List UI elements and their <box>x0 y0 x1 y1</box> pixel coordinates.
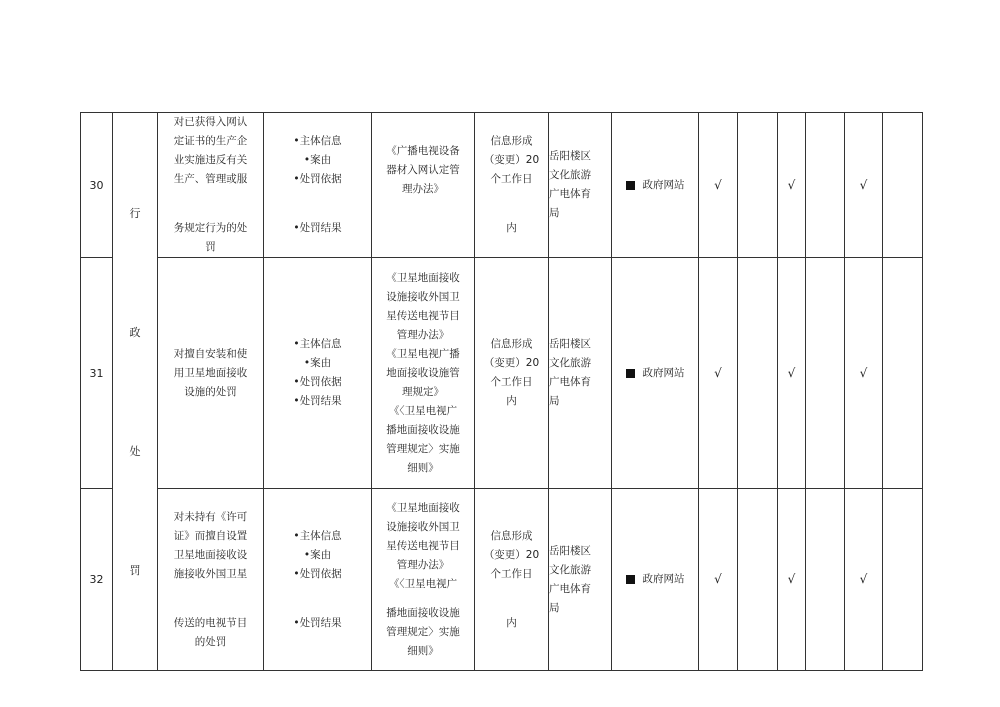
matter-line: 生产、管理或服 <box>173 173 248 185</box>
dept-cell <box>549 489 612 671</box>
timeline-line: （变更）20 <box>483 357 540 369</box>
dept-line: 岳阳楼区 <box>549 338 591 350</box>
check-cell: √ <box>778 258 806 489</box>
check-cell: √ <box>778 113 806 258</box>
content-item: •主体信息 <box>293 135 342 147</box>
content-cell <box>264 258 372 489</box>
matter-line: 施接收外国卫星 <box>173 567 248 580</box>
matter-line: 罚 <box>205 241 216 253</box>
check-cell <box>806 258 845 489</box>
basis-line: 《广播电视设备 <box>386 144 460 157</box>
timeline-line: 内 <box>506 222 517 234</box>
check-cell: √ <box>845 113 883 258</box>
basis-line: 管理规定〉实施 <box>386 442 460 455</box>
basis-line: 理规定》 <box>402 385 444 398</box>
content-item: •处罚依据 <box>293 376 342 388</box>
row-number: 30 <box>81 113 113 258</box>
channel-label: 政府网站 <box>642 573 685 585</box>
content-item: •案由 <box>303 154 332 166</box>
basis-line: 管理办法》 <box>396 558 450 571</box>
check-cell <box>806 113 845 258</box>
basis-line: 《卫星地面接收 <box>386 271 460 284</box>
basis-line: 管理办法》 <box>396 328 450 341</box>
check-cell: √ <box>845 489 883 671</box>
basis-line: 器材入网认定管 <box>386 163 460 176</box>
timeline-line: 个工作日 <box>490 376 533 388</box>
matter-line: 卫星地面接收设 <box>173 548 248 561</box>
timeline-line: 个工作日 <box>490 567 533 580</box>
square-bullet-icon <box>626 181 635 190</box>
matter-line: 设施的处罚 <box>184 385 237 398</box>
timeline-line: 内 <box>506 616 517 629</box>
basis-line: 细则》 <box>407 461 439 474</box>
category-char: 罚 <box>129 563 141 577</box>
category-char: 行 <box>129 206 141 220</box>
basis-cell <box>372 258 475 489</box>
matter-cell <box>158 258 264 489</box>
timeline-line: （变更）20 <box>483 548 540 561</box>
channel-cell <box>612 258 699 489</box>
basis-line: 《卫星电视广播 <box>386 347 460 360</box>
dept-line: 广电体育 <box>549 582 591 595</box>
check-cell: √ <box>699 258 738 489</box>
content-cell <box>264 113 372 258</box>
matter-line: 对已获得入网认 <box>173 116 248 128</box>
content-item: •案由 <box>303 357 332 369</box>
basis-line: 理办法》 <box>402 182 444 195</box>
timeline-cell <box>475 489 549 671</box>
content-item: •案由 <box>303 548 332 561</box>
dept-line: 广电体育 <box>549 188 591 200</box>
timeline-line: 信息形成 <box>490 135 533 147</box>
basis-cell <box>372 489 475 671</box>
basis-line: 星传送电视节目 <box>386 539 460 552</box>
square-bullet-icon <box>626 575 635 584</box>
disclosure-table <box>80 112 923 671</box>
check-cell <box>738 113 778 258</box>
content-item: •处罚结果 <box>293 616 342 629</box>
dept-cell <box>549 258 612 489</box>
category-cell <box>113 113 158 671</box>
matter-line: 证》而擅自设置 <box>173 529 248 542</box>
basis-line: 设施接收外国卫 <box>386 290 460 303</box>
timeline-cell <box>475 113 549 258</box>
check-cell <box>883 489 923 671</box>
basis-line: 设施接收外国卫 <box>386 520 460 533</box>
check-cell: √ <box>699 113 738 258</box>
check-cell: √ <box>778 489 806 671</box>
basis-line: 播地面接收设施 <box>386 606 460 619</box>
matter-line: 用卫星地面接收 <box>173 366 248 379</box>
table-row <box>81 113 923 258</box>
content-item: •主体信息 <box>293 529 342 542</box>
matter-cell <box>158 113 264 258</box>
dept-line: 文化旅游 <box>549 169 591 181</box>
matter-line: 业实施违反有关 <box>173 154 248 166</box>
channel-cell <box>612 489 699 671</box>
matter-cell <box>158 489 264 671</box>
dept-line: 文化旅游 <box>549 357 591 369</box>
channel-cell <box>612 113 699 258</box>
category-char: 政 <box>129 325 141 339</box>
check-cell: √ <box>699 489 738 671</box>
row-number: 31 <box>81 258 113 489</box>
timeline-line: 内 <box>506 395 517 407</box>
timeline-line: （变更）20 <box>483 154 540 166</box>
check-cell <box>738 258 778 489</box>
timeline-cell <box>475 258 549 489</box>
timeline-line: 个工作日 <box>490 173 533 185</box>
table-row <box>81 489 923 671</box>
basis-line: 播地面接收设施 <box>386 423 460 436</box>
basis-line: 《卫星地面接收 <box>386 501 460 514</box>
row-number: 32 <box>81 489 113 671</box>
basis-line: 星传送电视节目 <box>386 309 460 322</box>
basis-line: 《〈卫星电视广 <box>388 404 458 417</box>
content-item: •处罚依据 <box>293 567 342 580</box>
basis-line: 管理规定〉实施 <box>386 625 460 638</box>
basis-line: 《〈卫星电视广 <box>388 577 458 590</box>
channel-label: 政府网站 <box>642 178 685 191</box>
dept-cell <box>549 113 612 258</box>
content-item: •处罚结果 <box>293 395 342 407</box>
matter-line: 务规定行为的处 <box>173 222 248 234</box>
matter-line: 对未持有《许可 <box>173 510 248 523</box>
dept-line: 局 <box>549 207 560 219</box>
dept-line: 局 <box>549 601 560 614</box>
check-cell <box>883 258 923 489</box>
basis-line: 地面接收设施管 <box>386 366 460 379</box>
content-cell <box>264 489 372 671</box>
matter-line: 的处罚 <box>194 635 227 648</box>
content-item: •处罚依据 <box>293 173 342 185</box>
check-cell <box>738 489 778 671</box>
table-row <box>81 258 923 489</box>
content-item: •处罚结果 <box>293 222 342 234</box>
dept-line: 局 <box>549 395 560 407</box>
dept-line: 广电体育 <box>549 376 591 388</box>
check-cell <box>806 489 845 671</box>
square-bullet-icon <box>626 369 635 378</box>
dept-line: 岳阳楼区 <box>549 150 591 162</box>
category-char: 处 <box>129 444 141 458</box>
dept-line: 文化旅游 <box>549 563 591 576</box>
timeline-line: 信息形成 <box>490 338 533 350</box>
check-cell: √ <box>845 258 883 489</box>
matter-line: 传送的电视节目 <box>173 616 248 629</box>
timeline-line: 信息形成 <box>490 529 533 542</box>
check-cell <box>883 113 923 258</box>
channel-label: 政府网站 <box>642 366 685 379</box>
matter-line: 对擅自安装和使 <box>173 347 248 360</box>
basis-line: 细则》 <box>407 644 439 657</box>
basis-cell <box>372 113 475 258</box>
matter-line: 定证书的生产企 <box>173 135 248 147</box>
dept-line: 岳阳楼区 <box>549 544 591 557</box>
content-item: •主体信息 <box>293 338 342 350</box>
